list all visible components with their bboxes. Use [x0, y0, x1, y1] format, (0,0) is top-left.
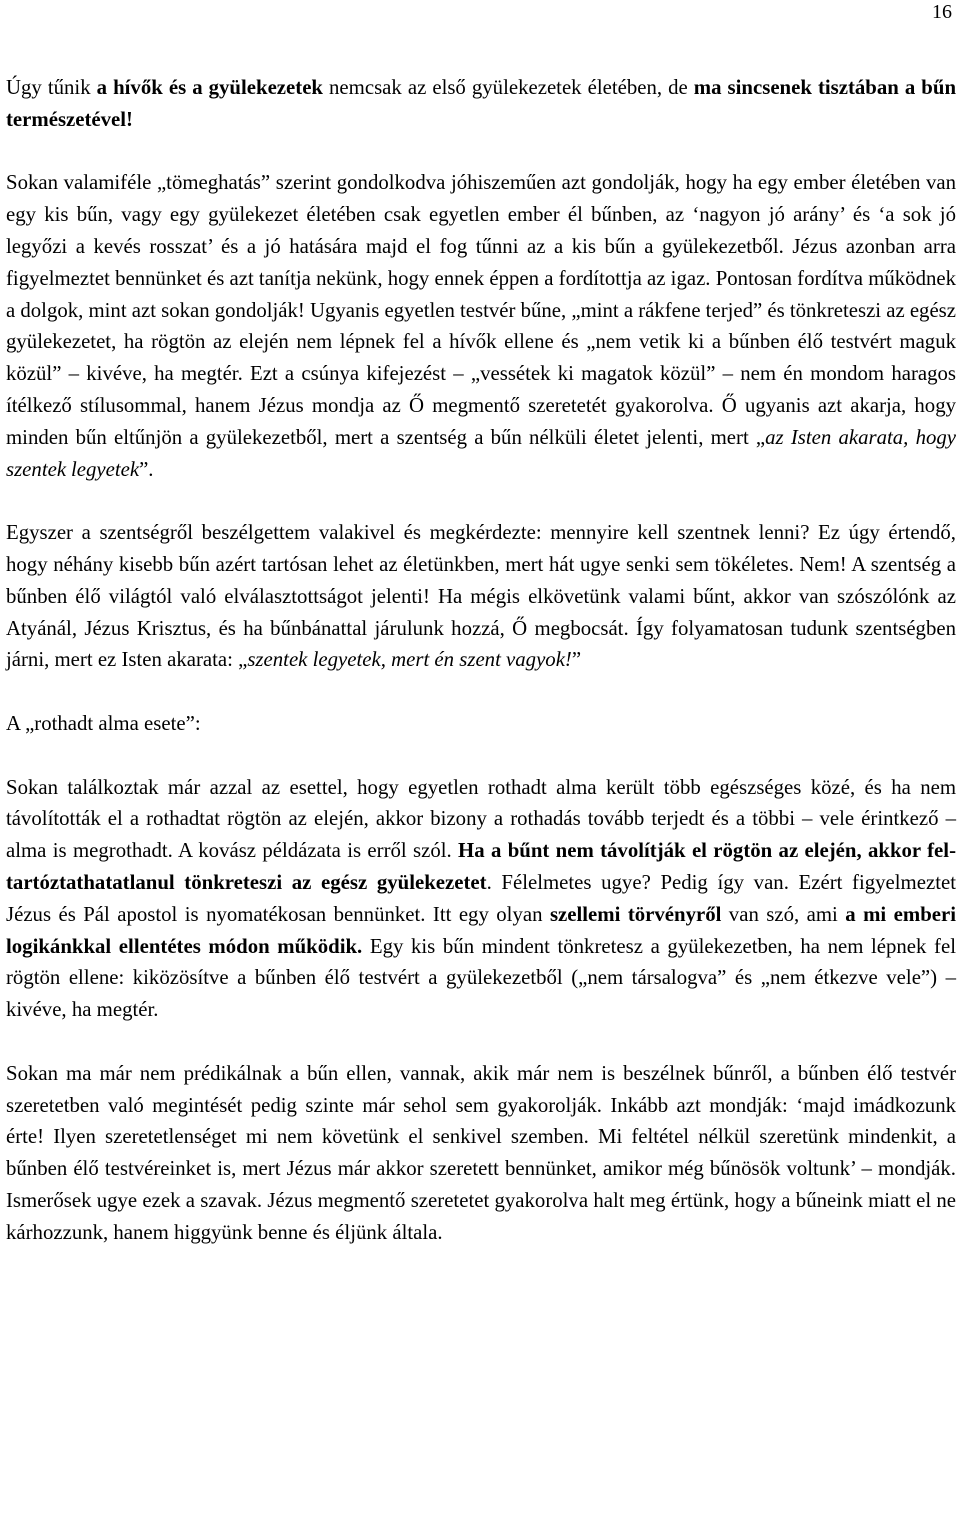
paragraph-preaching: Sokan ma már nem prédikálnak a bűn ellen, vannak, akik már nem is beszélnek bűnről, a bűnben élő testvér szeretetben való megintését pedig szinte már sehol sem gyakorolják. Inkább azt mondják: ‘majd imádkozunk érte! Ilyen szeretetlenséget mi nem követünk el senkivel szemben. Mi feltétel nélkül szeretünk mindenkit, a bűnben élő testvéreinket is, mert Jézus már akkor szeretett bennünket, amikor még bűnösök voltunk’ – mondják. Ismerősek ugye ezek a szavak. Jézus megmentő szeretetet gyakorolva halt meg értünk, hogy a bűneink miatt el ne kárhozzunk, hanem higgyünk benne és éljünk általa.	[6, 1061, 956, 1244]
paragraph-crowd-effect: Sokan valamiféle „tömeghatás” szerint gondolkodva jóhiszeműen azt gondolják, hogy ha egy ember életében van egy kis bűn, vagy egy gyülekezet életében csak egyetlen ember él bűnben, az ‘nagyon jó arány’ és ‘a sok jó legyőzi a kevés rosszat’ és a jó hatására majd el fog tűnni az a kis bűn a gyülekezetből. Jézus azonban arra figyelmeztet bennünket és azt tanítja nekünk, hogy ennek éppen a fordítottja az igaz. Pontosan fordítva működnek a dolgok, mint azt sokan gondolják! Ugyanis egyetlen testvér bűne, „mint a rákfene terjed” és tönkreteszi az egész gyülekezetet, ha rögtön az elején nem lépnek fel a hívők ellene és „nem vetik ki a bűnben élő testvért maguk közül” – kivéve, ha megtér. Ezt a csúnya kifejezést – „vessétek ki magatok közül” – nem én mondom haragos ítélkező stílusommal, hanem Jézus mondja az Ő megmentő szeretetét gyakorolva. Ő ugyanis azt akarja, hogy minden bűn eltűnjön a gyülekezetből, mert a szentség a bűn nélküli életet jelenti, mert „az Isten akarata, hogy szentek legyetek”.	[6, 171, 956, 481]
paragraph-rotten-apple: Sokan találkoztak már azzal az esettel, hogy egyetlen rothadt alma került több egészséges közé, és ha nem távolították el a rothadtat rögtön az elején, akkor bizony a rothadás tovább terjedt és a többi – vele érintkező – alma is megrothadt. A kovász példázata is erről szól. Ha a bűnt nem távolítják el rögtön az elején, akkor feltartóztathatatlanul tönkreteszi az egész gyülekezetet. Félelmetes ugye? Pedig így van. Ezért figyelmeztet Jézus és Pál apostol is nyomatékosan bennünket. Itt egy olyan szellemi törvényről van szó, ami a mi emberi logikánkkal ellentétes módon működik. Egy kis bűn mindent tönkretesz a gyülekezetben, ha nem lépnek fel rögtön ellene: kiközösítve a bűnben élő testvért a gyülekezetből („nem társalogva” és „nem étkezve vele”) – kivéve, ha megtér.	[6, 775, 956, 1022]
document-body	[6, 72, 956, 1248]
bold-phrase: a mi emberi logikánkkal ellentétes módon működik.	[6, 902, 956, 958]
paragraph-holiness: Egyszer a szentségről beszélgettem valakivel és megkérdezte: mennyire kell szentnek lenni? Ez úgy értendő, hogy néhány kisebb bűn azért tartósan lehet az életünkben, mert hát ugye senki sem tökéletes. Nem! A szentség a bűnben élő világtól való elválasztottságot jelenti! Ha mégis elkövetünk valami bűnt, akkor van szószólónk az Atyánál, Jézus Krisztus, és ha bűnbánattal járulunk hozzá, Ő megbocsát. Így folyamatosan tudunk szentségben járni, mert ez Isten akarata: „szentek legyetek, mert én szent vagyok!”	[6, 521, 956, 672]
bold-phrase: Ha a bűnt nem távolítják el rögtön az elején, akkor feltartóztathatatlanul tönkreteszi az egész gyülekezetet	[6, 839, 956, 894]
bold-phrase: ma sincsenek tisztában a bűn természetével!	[6, 76, 957, 131]
bold-phrase: a hívők és a gyülekezetek	[96, 76, 323, 99]
italic-quote: szentek legyetek, mert én szent vagyok!	[247, 648, 572, 672]
paragraph-intro: Úgy tűnik a hívők és a gyülekezetek nemcsak az első gyülekezetek életében, de ma sincsenek tisztában a bűn természetével!	[6, 76, 957, 131]
page-number: 16	[932, 1, 952, 23]
italic-quote: az Isten akarata, hogy szentek legyetek	[6, 425, 956, 481]
bold-phrase: szellemi törvényről	[549, 902, 722, 926]
section-heading: A „rothadt alma esete”:	[6, 711, 201, 735]
